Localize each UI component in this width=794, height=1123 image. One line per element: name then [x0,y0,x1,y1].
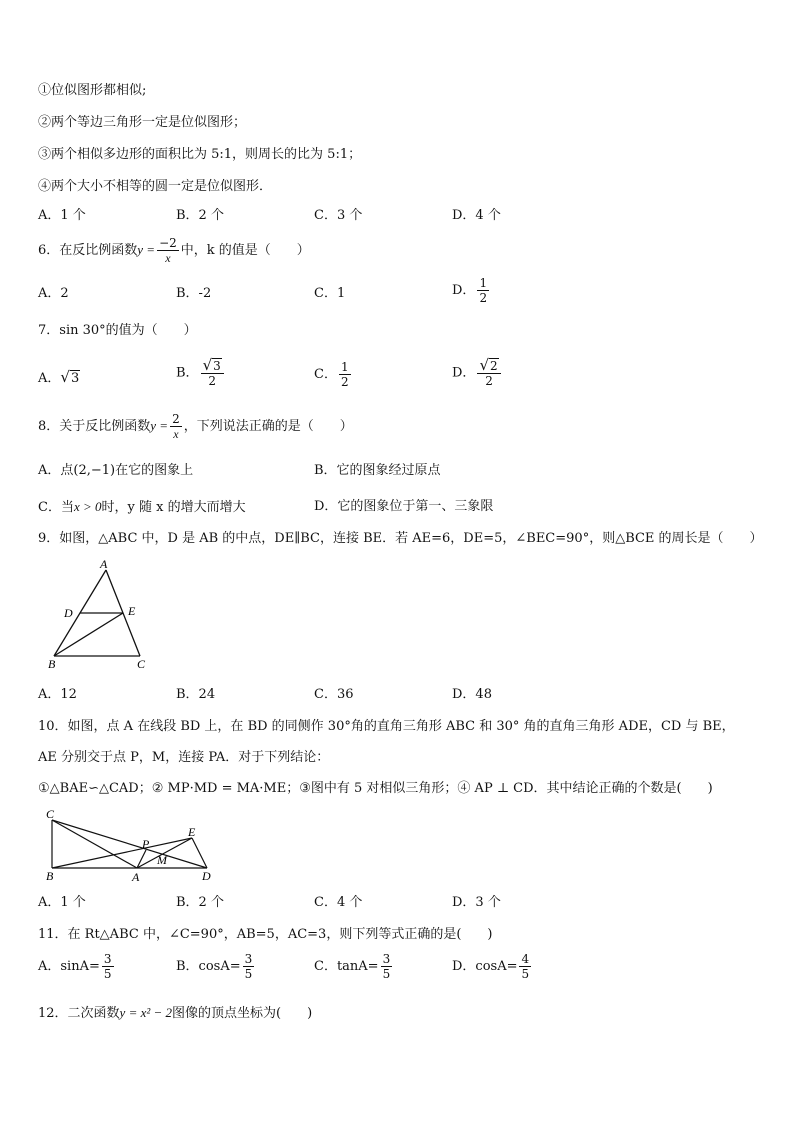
q10-option-b: B．2 个 [176,895,224,910]
q5-option-b: B．2 个 [176,208,224,223]
q7-c-num: 1 [340,360,349,374]
q9-label-d: D [64,606,73,620]
q7-option-c [314,360,353,389]
statement-2: ②两个等边三角形一定是位似图形； [38,115,247,130]
q10-option-d: D．3 个 [452,895,501,910]
q11-d-num: 4 [521,952,530,966]
q6-option-d [452,276,491,305]
q7-a-label: A． [38,371,61,386]
q8-pre: 8．关于反比例函数 [38,419,151,434]
q10-label-c: C [46,808,55,821]
q8-a-pre: A．点 [38,463,74,478]
question-10-line-1: 10．如图，点 A 在线段 BD 上，在 BD 的同侧作 30°角的直角三角形 ABC 和 30° 角的直角三角形 ADE，CD 与 BE， [38,719,735,734]
q11-a-fraction [102,952,114,981]
statement-3: ③两个相似多边形的面积比为 5:1，则周长的比为 5:1； [38,147,362,162]
q8-c-pre: C．当 [38,500,74,515]
q8-option-a [38,462,193,480]
q10-label-b: B [46,869,54,883]
q8-den: x [173,427,179,441]
q6-option-d-label: D． [452,283,476,298]
q7-a-radicand: 3 [70,371,80,386]
q6-option-a: A．2 [38,286,69,301]
q9-option-c: C．36 [314,687,354,702]
q5-option-d: D．4 个 [452,208,501,223]
q11-b-label: B．cosA= [176,959,241,974]
q10-label-a: A [132,870,140,884]
statement-4: ④两个大小不相等的圆一定是位似图形． [38,179,273,194]
q11-d-fraction [519,952,531,981]
q6-d-den: 2 [479,291,488,305]
q6-option-d-fraction [477,276,489,305]
q7-option-b [176,358,226,388]
q8-option-b: B．它的图象经过原点 [314,463,441,478]
q7-b-fraction [201,358,224,388]
question-6-stem [38,236,310,265]
q10-label-e: E [188,825,196,839]
q7-a-sqrt: √3 [60,368,80,386]
q12-pre: 12．二次函数 [38,1006,120,1021]
q7-b-label: B． [176,365,199,381]
q7-b-num: √3 [201,358,224,374]
q7-option-d [452,358,503,388]
q11-a-num: 3 [103,952,112,966]
q8-fraction [170,412,182,441]
q11-option-c [314,952,394,981]
q10-label-p: P [142,837,150,851]
q11-c-fraction [381,952,393,981]
q10-label-m: M [157,853,167,867]
q6-d-num: 1 [479,276,488,290]
q11-c-num: 3 [382,952,391,966]
q11-c-label: C．tanA= [314,959,379,974]
q11-b-num: 3 [244,952,253,966]
q6-post: 中，k 的值是（ ） [180,243,310,258]
q7-d-label: D． [452,365,476,381]
q5-option-a: A．1 个 [38,208,86,223]
statement-1: ①位似图形都相似; [38,83,147,98]
q7-b-radicand: 3 [213,359,221,373]
question-9-stem: 9．如图，△ABC 中，D 是 AB 的中点，DE∥BC，连接 BE．若 AE=6，DE=5，∠BEC=90°，则△BCE 的周长是（ ） [38,531,763,546]
question-12-stem [38,1004,312,1023]
q12-eq: y = x² − 2 [119,1005,173,1020]
q11-option-d [452,952,533,981]
q8-num: 2 [172,412,180,426]
q10-option-a: A．1 个 [38,895,86,910]
q5-option-c: C．3 个 [314,208,363,223]
q8-option-c [38,498,246,517]
q11-a-label: A．sinA= [38,959,100,974]
q6-eq: y = [137,242,156,257]
q7-option-a [38,368,80,388]
q8-option-d: D．它的图象位于第一、三象限 [314,499,494,514]
q10-label-d: D [202,869,211,883]
q7-b-den: 2 [208,374,216,388]
q9-label-a: A [100,558,108,571]
q8-a-point: (2,−1) [73,463,116,478]
q11-option-b [176,952,256,981]
q7-d-den: 2 [485,374,493,388]
q6-num: −2 [159,236,177,250]
q6-fraction [157,236,179,265]
q9-option-d: D．48 [452,687,492,702]
q7-c-label: C． [314,367,337,382]
q8-c-condition: x > 0 [73,499,102,514]
question-10-line-2: AE 分别交于点 P，M，连接 PA．对于下列结论： [38,750,330,765]
q11-b-den: 5 [244,967,253,981]
question-8-stem [38,412,353,441]
q9-option-a: A．12 [38,687,77,702]
question-10-line-3: ①△BAE∽△CAD；② MP·MD = MA·ME；③图中有 5 对相似三角形；④ AP ⊥ CD．其中结论正确的个数是( ) [38,781,713,796]
q11-d-label: D．cosA= [452,959,518,974]
question-11-stem: 11．在 Rt△ABC 中，∠C=90°，AB=5，AC=3，则下列等式正确的是( ) [38,927,493,942]
q7-d-radicand: 2 [490,359,498,373]
q11-d-den: 5 [521,967,530,981]
q10-figure [44,808,222,884]
q9-label-c: C [137,657,146,670]
q8-eq: y = [150,418,169,433]
q7-c-fraction [339,360,351,389]
question-7-stem: 7．sin 30°的值为（ ） [38,323,197,338]
q11-a-den: 5 [103,967,112,981]
q9-label-e: E [128,604,136,618]
q11-b-fraction [243,952,255,981]
q11-c-den: 5 [382,967,391,981]
q11-option-a [38,952,116,981]
q6-option-b: B．-2 [176,286,212,301]
q7-c-den: 2 [340,375,349,389]
q10-option-c: C．4 个 [314,895,363,910]
q12-post: 图像的顶点坐标为( ) [172,1006,313,1021]
q8-a-post: 在它的图象上 [115,463,194,478]
q6-den: x [165,251,171,265]
q9-triangle-figure [44,558,156,670]
q6-option-c: C．1 [314,286,346,301]
q9-label-b: B [48,657,56,670]
q8-post: ，下列说法正确的是（ ） [183,419,353,434]
q8-c-post: 时，y 随 x 的增大而增大 [101,500,246,515]
q6-pre: 6．在反比例函数 [38,243,138,258]
q9-option-b: B．24 [176,687,216,702]
q7-d-fraction [477,358,500,388]
q7-d-num: √2 [477,358,500,374]
